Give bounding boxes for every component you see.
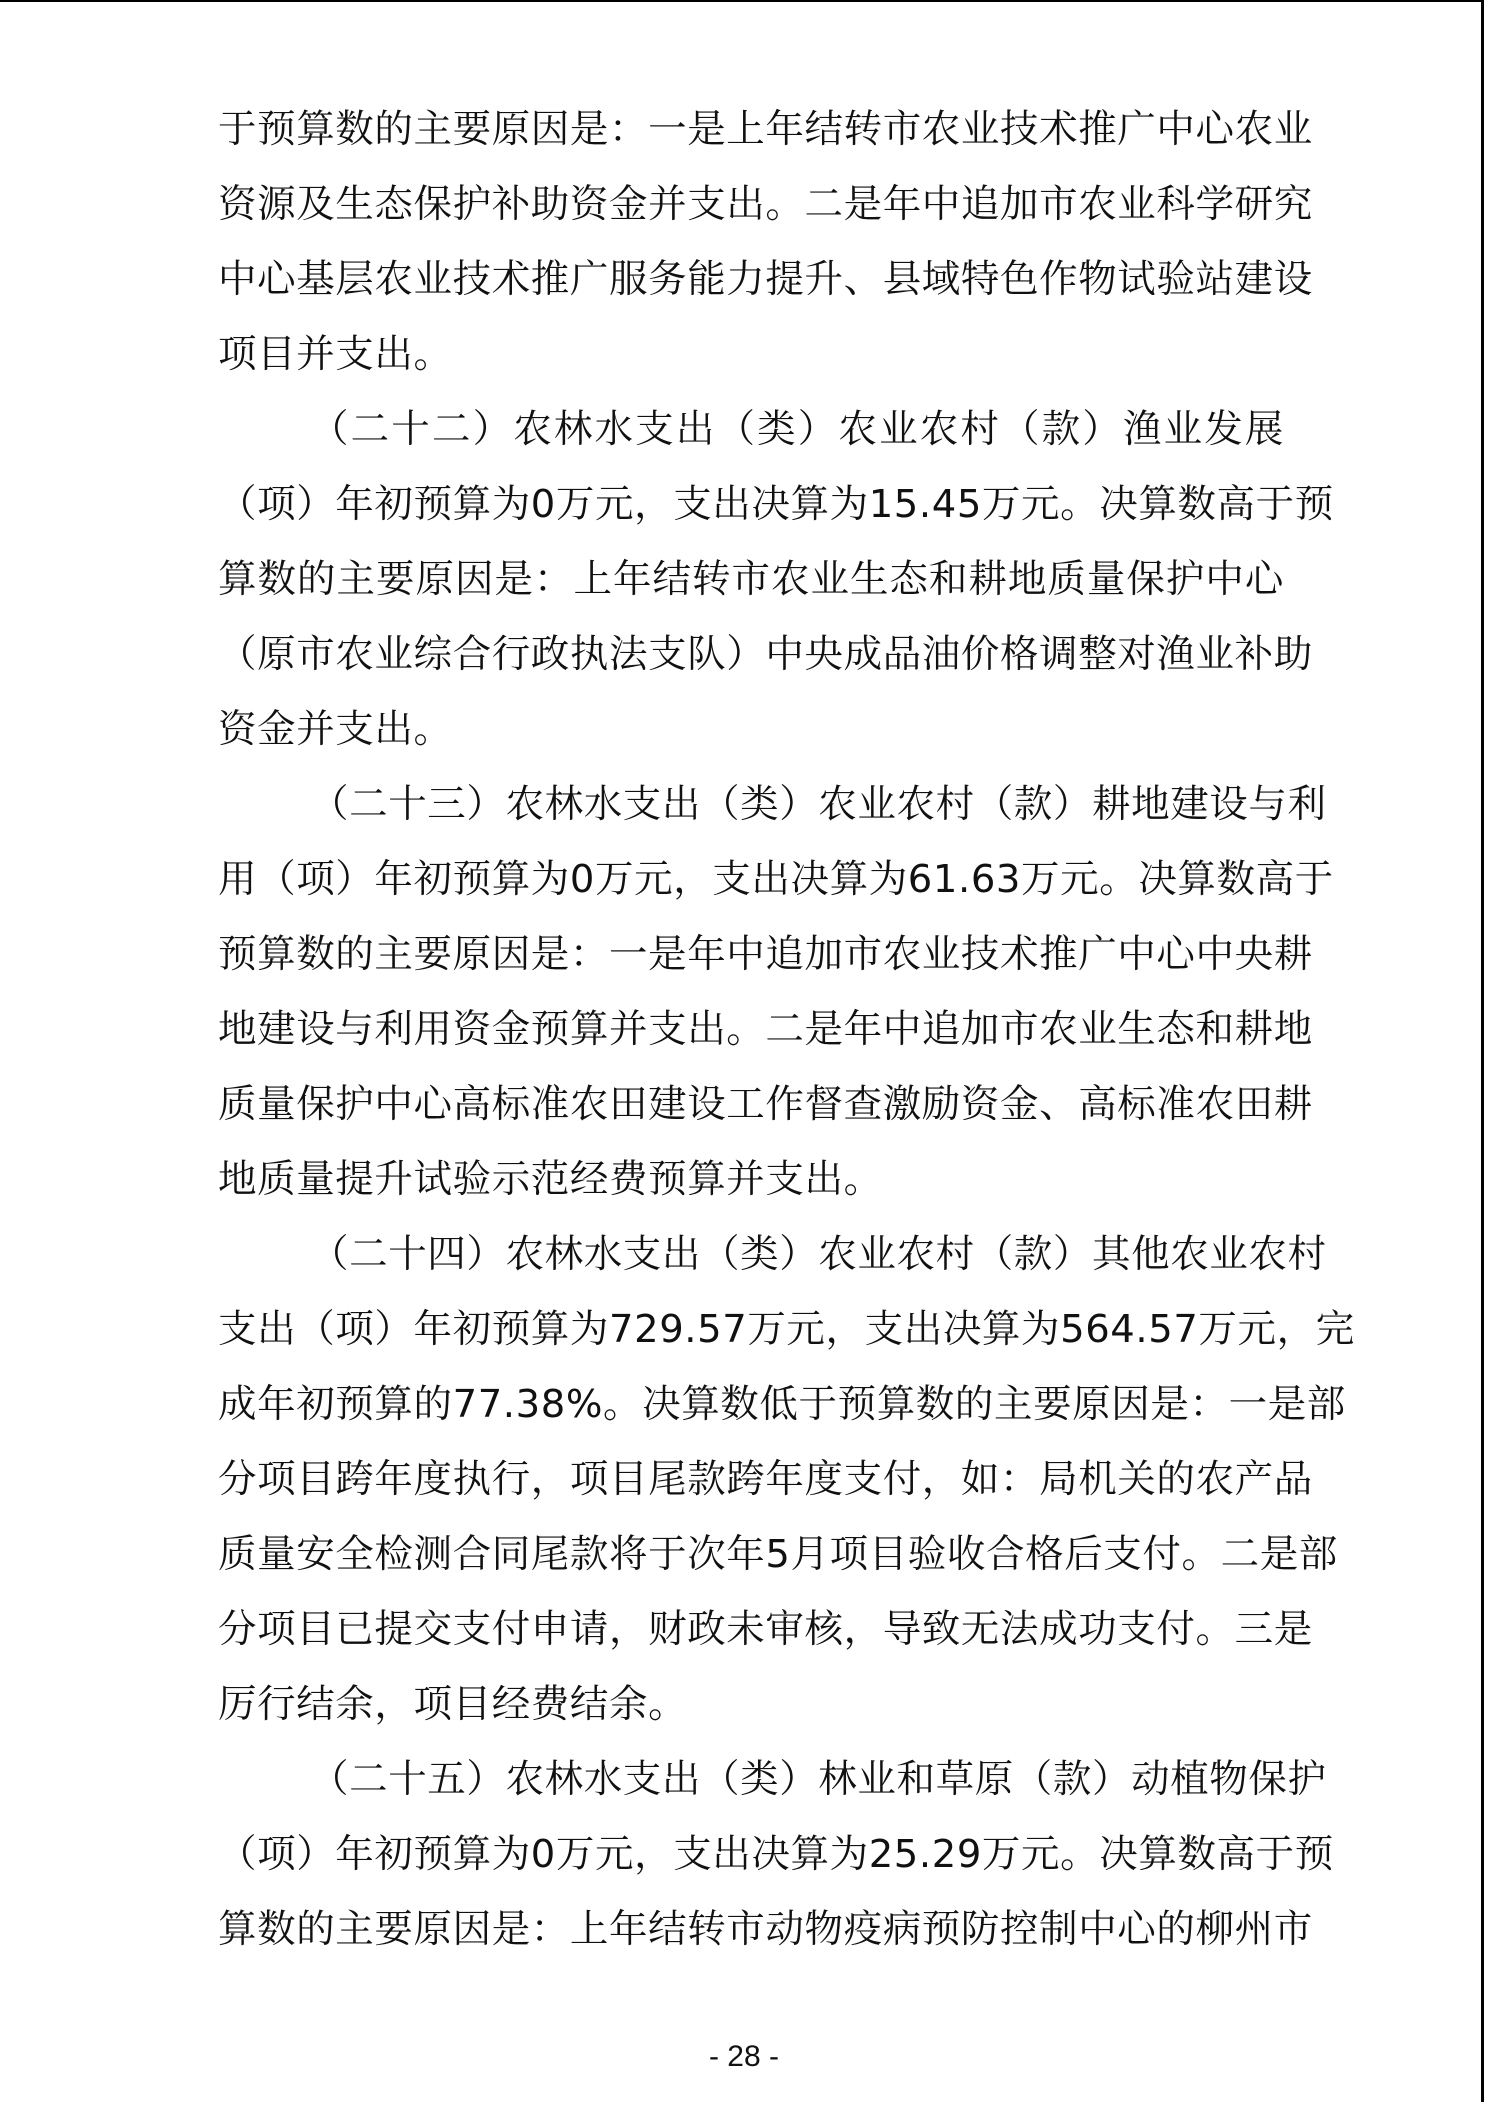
text-line: 预算数的主要原因是：一是年中追加市农业技术推广中心中央耕	[218, 932, 1313, 977]
text-line: 用（项）年初预算为0万元，支出决算为61.63万元。决算数高于	[218, 857, 1334, 902]
text-line: 分项目已提交支付申请，财政未审核，导致无法成功支付。三是	[218, 1607, 1313, 1652]
text-line: （二十五）农林水支出（类）林业和草原（款）动植物保护	[310, 1757, 1327, 1802]
text-line: 算数的主要原因是：上年结转市农业生态和耕地质量保护中心	[218, 557, 1284, 602]
text-line: （原市农业综合行政执法支队）中央成品油价格调整对渔业补助	[218, 632, 1313, 677]
text-line: 项目并支出。	[218, 332, 453, 377]
text-line: 质量保护中心高标准农田建设工作督查激励资金、高标准农田耕	[218, 1082, 1313, 1127]
text-line: （二十三）农林水支出（类）农业农村（款）耕地建设与利	[310, 782, 1327, 827]
paragraph-item-23	[218, 767, 1334, 1217]
text-line: 中心基层农业技术推广服务能力提升、县域特色作物试验站建设	[218, 257, 1313, 302]
text-line: 地质量提升试验示范经费预算并支出。	[218, 1157, 883, 1202]
text-line: 于预算数的主要原因是：一是上年结转市农业技术推广中心农业	[218, 107, 1313, 152]
text-line: 资源及生态保护补助资金并支出。二是年中追加市农业科学研究	[218, 182, 1313, 227]
text-line: 成年初预算的77.38%。决算数低于预算数的主要原因是：一是部	[218, 1382, 1346, 1427]
text-line: 分项目跨年度执行，项目尾款跨年度支付，如：局机关的农产品	[218, 1457, 1313, 1502]
paragraph-item-22	[218, 392, 1334, 767]
document-body	[218, 92, 1355, 1967]
text-line: 厉行结余，项目经费结余。	[218, 1682, 688, 1727]
page-number: - 28 -	[708, 2040, 780, 2073]
paragraph-item-24	[218, 1217, 1355, 1742]
text-line: 质量安全检测合同尾款将于次年5月项目验收合格后支付。二是部	[218, 1532, 1338, 1577]
text-line: 地建设与利用资金预算并支出。二是年中追加市农业生态和耕地	[218, 1007, 1313, 1052]
text-line: （项）年初预算为0万元，支出决算为15.45万元。决算数高于预	[218, 482, 1334, 527]
text-line: 支出（项）年初预算为729.57万元，支出决算为564.57万元，完	[218, 1307, 1355, 1352]
paragraph-item-25	[218, 1742, 1334, 1967]
text-line: （二十四）农林水支出（类）农业农村（款）其他农业农村	[310, 1232, 1327, 1277]
paragraph-continued	[218, 92, 1313, 392]
text-line: （二十二）农林水支出（类）农业农村（款）渔业发展	[310, 407, 1284, 452]
text-line: 算数的主要原因是：上年结转市动物疫病预防控制中心的柳州市	[218, 1907, 1313, 1952]
text-line: 资金并支出。	[218, 707, 453, 752]
text-line: （项）年初预算为0万元，支出决算为25.29万元。决算数高于预	[218, 1832, 1334, 1877]
